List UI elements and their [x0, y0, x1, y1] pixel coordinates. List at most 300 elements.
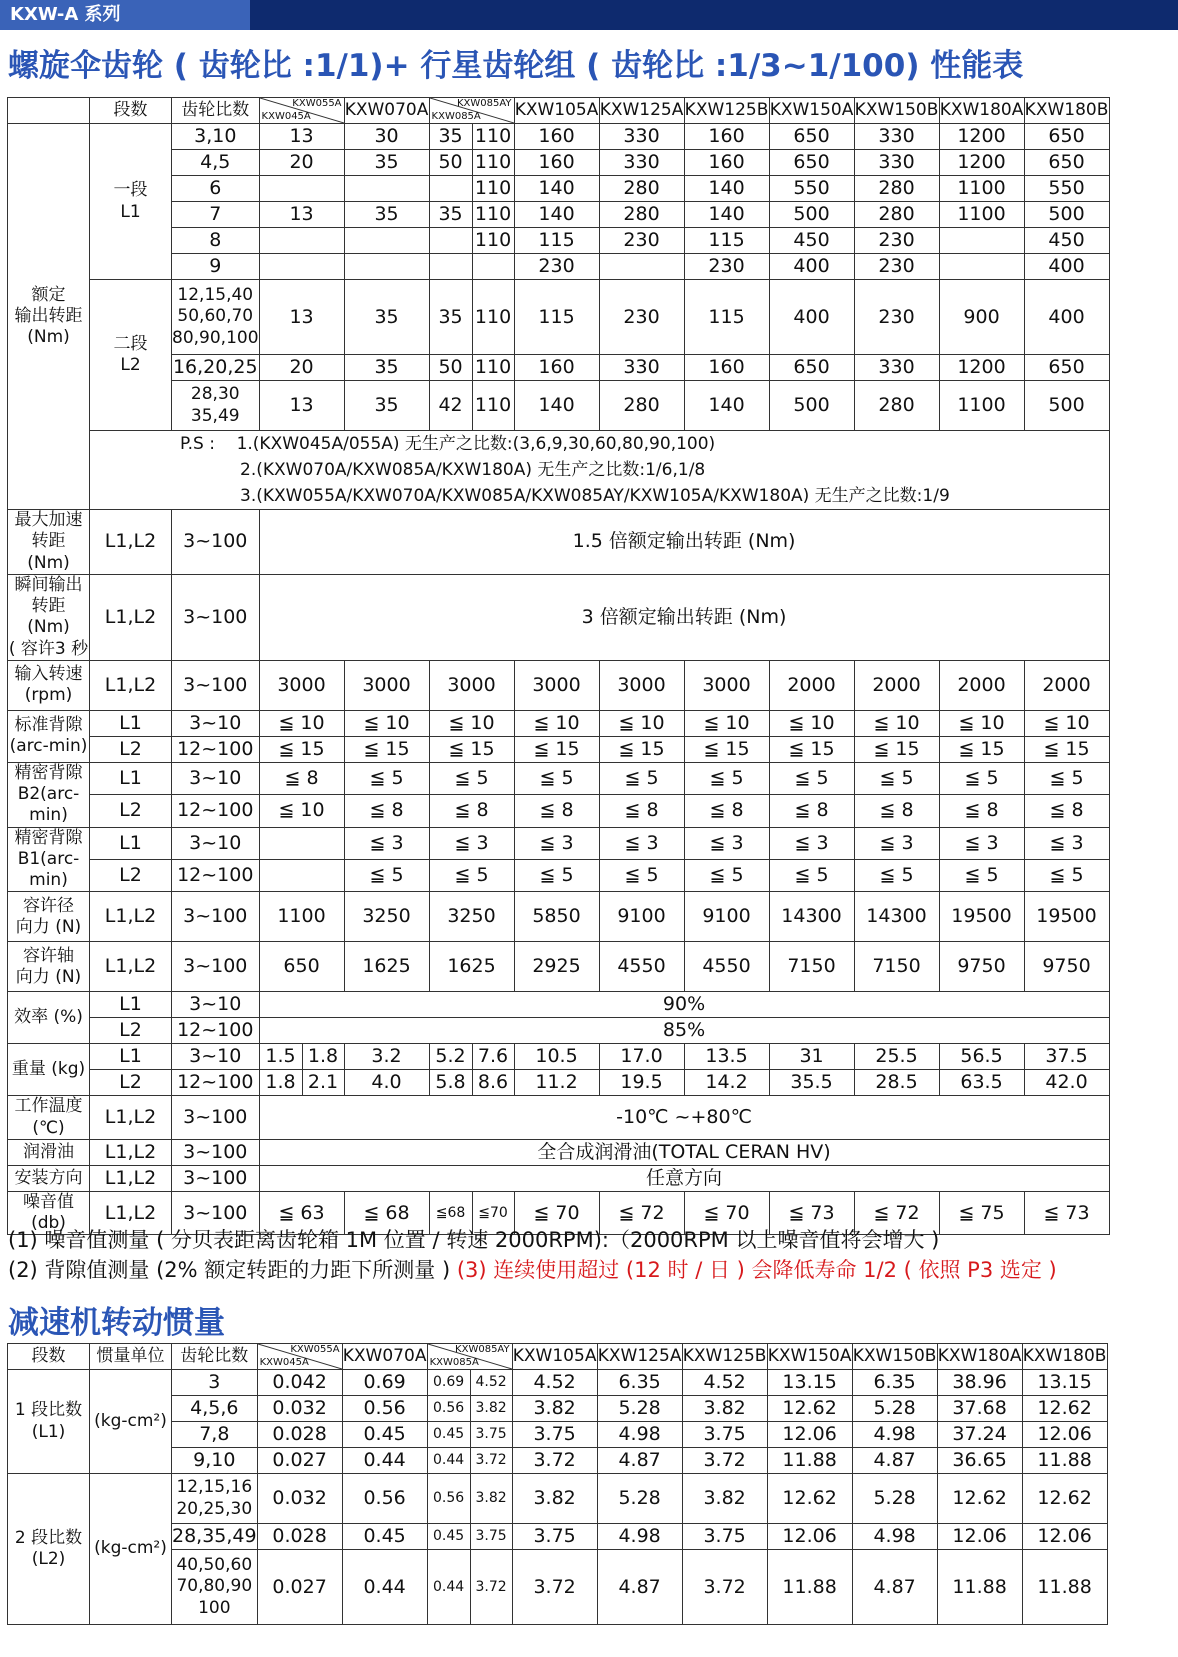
value-cell: ≦ 10 [939, 710, 1024, 736]
value-cell: ≦ 3 [684, 827, 769, 859]
value-cell: 280 [599, 381, 684, 431]
value-cell: ≦ 5 [939, 859, 1024, 891]
value-cell: 37.5 [1024, 1044, 1109, 1070]
value-cell: ≦ 3 [939, 827, 1024, 859]
value-cell: 5.28 [597, 1474, 682, 1524]
value-cell: 0.45 [342, 1524, 427, 1550]
value-cell: 5.8 [429, 1070, 472, 1096]
value-cell: 110 [472, 355, 514, 381]
value-cell: 37.24 [937, 1422, 1022, 1448]
value-cell: 3000 [684, 660, 769, 710]
header-kxw085 [429, 98, 514, 124]
header-kxw070: KXW070A [344, 98, 429, 124]
value-cell: 3000 [599, 660, 684, 710]
value-cell: 7.6 [472, 1044, 514, 1070]
ratio-cell: 3~100 [172, 510, 260, 575]
stage-cell: L1,L2 [90, 892, 172, 942]
value-cell: 50 [429, 150, 472, 176]
table-row [8, 710, 1110, 736]
value-cell: 5850 [514, 892, 599, 942]
value-cell: 650 [769, 150, 854, 176]
table-row [8, 1344, 1108, 1370]
value-cell: 25.5 [854, 1044, 939, 1070]
value-cell: 3.82 [470, 1474, 512, 1524]
value-cell: ≦ 15 [684, 736, 769, 762]
ratio-cell: 3~10 [172, 827, 260, 859]
value-cell: 36.65 [937, 1448, 1022, 1474]
note-lifetime: (3) 连续使用超过 (12 时 / 日 ) 会降低寿命 1/2 ( 依照 P3 选定 ) [456, 1258, 1057, 1282]
series-tag: KXW-A 系列 [0, 0, 250, 30]
ps-line-3: 3.(KXW055A/KXW070A/KXW085A/KXW085AY/KXW105A/KXW180A) 无生产之比数:1/9 [240, 486, 950, 506]
value-cell: ≦ 10 [769, 710, 854, 736]
value-cell: 1100 [939, 381, 1024, 431]
value-cell: 2000 [769, 660, 854, 710]
instant-torque-value: 3 倍额定输出转距 (Nm) [259, 574, 1109, 660]
table-row [8, 574, 1110, 660]
value-cell: 28.5 [854, 1070, 939, 1096]
value-cell [429, 176, 472, 202]
inertia-header-m125b: KXW125B [682, 1344, 767, 1370]
value-cell: 12.62 [767, 1396, 852, 1422]
value-cell: 230 [854, 280, 939, 355]
stage-cell: L2 [90, 736, 172, 762]
value-cell: 160 [514, 355, 599, 381]
value-cell: 3.75 [512, 1422, 597, 1448]
value-cell [429, 254, 472, 280]
value-cell: 1.5 [259, 1044, 302, 1070]
table-row [8, 202, 1110, 228]
ratio-cell: 7,8 [172, 1422, 258, 1448]
value-cell: 20 [259, 150, 344, 176]
value-cell: 330 [854, 150, 939, 176]
header-m125b: KXW125B [684, 98, 769, 124]
value-cell: 3.72 [470, 1550, 512, 1625]
value-cell: 4550 [599, 942, 684, 992]
value-cell: 280 [854, 176, 939, 202]
table-row [8, 1096, 1110, 1140]
value-cell: 4.87 [597, 1550, 682, 1625]
table-row [8, 942, 1110, 992]
value-cell: 4.98 [852, 1524, 937, 1550]
value-cell: ≦ 5 [1024, 859, 1109, 891]
value-cell: ≦ 15 [429, 736, 514, 762]
header-m150a: KXW150A [769, 98, 854, 124]
value-cell: 11.88 [937, 1550, 1022, 1625]
value-cell: 1625 [344, 942, 429, 992]
temperature-label: 工作温度(℃) [8, 1096, 90, 1140]
stage-l2: 二段 L2 [90, 280, 172, 431]
header-blank [8, 98, 90, 124]
value-cell: 3000 [429, 660, 514, 710]
model-name-top: KXW055A [292, 98, 342, 109]
value-cell: ≦ 5 [344, 859, 429, 891]
standard-backlash-label: 标准背隙 (arc-min) [8, 710, 90, 762]
value-cell: 0.027 [257, 1448, 342, 1474]
value-cell: 230 [684, 254, 769, 280]
value-cell: ≦ 3 [429, 827, 514, 859]
value-cell: ≦ 15 [514, 736, 599, 762]
value-cell: 3000 [514, 660, 599, 710]
table-row [8, 355, 1110, 381]
table-row [8, 124, 1110, 150]
temperature-value: -10℃ ~+80℃ [259, 1096, 1109, 1140]
header-kxw045-055 [259, 98, 344, 124]
value-cell: ≦ 5 [514, 762, 599, 794]
value-cell: 140 [684, 176, 769, 202]
ratio-cell: 3~100 [172, 1139, 260, 1165]
value-cell: 3.75 [470, 1524, 512, 1550]
value-cell: 5.28 [852, 1474, 937, 1524]
model-name-bottom: KXW045A [261, 111, 311, 122]
value-cell: 160 [684, 355, 769, 381]
value-cell: 160 [514, 150, 599, 176]
value-cell: ≦ 10 [1024, 710, 1109, 736]
value-cell: ≦ 73 [769, 1191, 854, 1235]
value-cell: 0.69 [427, 1370, 470, 1396]
value-cell: 450 [769, 228, 854, 254]
value-cell: 3.2 [344, 1044, 429, 1070]
value-cell [259, 827, 344, 859]
value-cell: 4.87 [597, 1448, 682, 1474]
header-m150b: KXW150B [854, 98, 939, 124]
value-cell: ≦ 5 [514, 859, 599, 891]
model-name-top: KXW055A [290, 1344, 340, 1355]
value-cell: 140 [514, 176, 599, 202]
value-cell [344, 228, 429, 254]
ratio-cell: 40,50,60 70,80,90 100 [172, 1550, 258, 1625]
stage-cell: L2 [90, 1018, 172, 1044]
value-cell: 1625 [429, 942, 514, 992]
value-cell: 4.87 [852, 1448, 937, 1474]
value-cell: 450 [1024, 228, 1109, 254]
value-cell: 4.52 [470, 1370, 512, 1396]
value-cell: 1200 [939, 355, 1024, 381]
value-cell: 35 [344, 150, 429, 176]
model-name-top: KXW085AY [455, 1344, 510, 1355]
table-row [8, 827, 1110, 859]
input-speed-label: 输入转速 (rpm) [8, 660, 90, 710]
value-cell: 0.032 [257, 1396, 342, 1422]
value-cell: 2000 [939, 660, 1024, 710]
value-cell: 4.98 [597, 1422, 682, 1448]
ratio-cell: 3~100 [172, 1191, 260, 1235]
value-cell: 650 [1024, 124, 1109, 150]
table-row [8, 1524, 1108, 1550]
value-cell: 110 [472, 124, 514, 150]
value-cell: ≦ 8 [854, 795, 939, 827]
table-row [8, 510, 1110, 575]
value-cell: 650 [259, 942, 344, 992]
value-cell: ≦ 5 [344, 762, 429, 794]
header-m180b: KXW180B [1024, 98, 1109, 124]
value-cell: 1200 [939, 150, 1024, 176]
value-cell: 9750 [1024, 942, 1109, 992]
value-cell: ≦ 10 [344, 710, 429, 736]
value-cell [472, 254, 514, 280]
ratio-cell: 3~10 [172, 992, 260, 1018]
value-cell: 160 [514, 124, 599, 150]
value-cell: 140 [684, 381, 769, 431]
value-cell: 14300 [854, 892, 939, 942]
value-cell: 330 [599, 124, 684, 150]
ratio-cell: 3~100 [172, 574, 260, 660]
table-row [8, 431, 1110, 510]
value-cell: ≦ 70 [684, 1191, 769, 1235]
value-cell: 110 [472, 381, 514, 431]
value-cell: 13.15 [767, 1370, 852, 1396]
value-cell: 115 [684, 228, 769, 254]
table-row [8, 150, 1110, 176]
value-cell: ≦ 15 [769, 736, 854, 762]
ratio-cell: 12~100 [172, 1070, 260, 1096]
table-row [8, 762, 1110, 794]
value-cell: 280 [854, 381, 939, 431]
mounting-label: 安装方向 [8, 1165, 90, 1191]
value-cell: 0.45 [427, 1524, 470, 1550]
value-cell: 0.042 [257, 1370, 342, 1396]
precision-backlash-b1-label: 精密背隙 B1(arc-min) [8, 827, 90, 892]
value-cell: 3.82 [682, 1396, 767, 1422]
value-cell: 3.82 [512, 1474, 597, 1524]
value-cell: ≦ 3 [599, 827, 684, 859]
value-cell: ≦ 10 [684, 710, 769, 736]
value-cell: 330 [599, 150, 684, 176]
value-cell: 30 [344, 124, 429, 150]
value-cell: 2000 [854, 660, 939, 710]
value-cell: ≦ 5 [599, 762, 684, 794]
rated-torque-label: 额定 输出转距 (Nm) [8, 124, 90, 510]
ratio-cell: 4,5 [172, 150, 260, 176]
table-row [8, 1165, 1110, 1191]
value-cell: ≦ 8 [684, 795, 769, 827]
value-cell: 4.98 [597, 1524, 682, 1550]
value-cell: 0.028 [257, 1422, 342, 1448]
value-cell: 3000 [259, 660, 344, 710]
value-cell: ≦ 5 [1024, 762, 1109, 794]
instant-torque-label: 瞬间输出 转距 (Nm) ( 容许3 秒 [8, 574, 89, 659]
value-cell: ≦ 3 [854, 827, 939, 859]
value-cell: 19500 [1024, 892, 1109, 942]
stage-cell: L1 [90, 992, 172, 1018]
value-cell: 230 [854, 228, 939, 254]
value-cell: 400 [1024, 254, 1109, 280]
value-cell: 13 [259, 124, 344, 150]
ratio-cell: 28,30 35,49 [172, 381, 260, 431]
value-cell: ≦ 3 [344, 827, 429, 859]
value-cell: 37.68 [937, 1396, 1022, 1422]
value-cell: ≦ 5 [769, 762, 854, 794]
value-cell: 13.5 [684, 1044, 769, 1070]
table-row [8, 795, 1110, 827]
value-cell: 2925 [514, 942, 599, 992]
value-cell: 110 [472, 228, 514, 254]
value-cell: 4550 [684, 942, 769, 992]
value-cell: ≦ 72 [854, 1191, 939, 1235]
value-cell: 115 [514, 280, 599, 355]
value-cell: 5.28 [852, 1396, 937, 1422]
value-cell: 160 [684, 150, 769, 176]
value-cell: ≦ 5 [684, 859, 769, 891]
value-cell: ≦ 8 [259, 762, 344, 794]
value-cell: 11.88 [1022, 1448, 1107, 1474]
value-cell [429, 228, 472, 254]
value-cell: 35 [429, 280, 472, 355]
notes [8, 1225, 1057, 1285]
value-cell: 0.45 [427, 1422, 470, 1448]
weight-label: 重量 (kg) [8, 1044, 90, 1096]
stage-cell: L2 [90, 795, 172, 827]
model-name-top: KXW085AY [456, 98, 512, 109]
table-row [8, 992, 1110, 1018]
inertia-header-m105: KXW105A [512, 1344, 597, 1370]
value-cell: ≦ 5 [429, 762, 514, 794]
value-cell: ≦ 8 [429, 795, 514, 827]
efficiency-l1: 90% [259, 992, 1109, 1018]
value-cell: 35 [344, 355, 429, 381]
header-m180a: KXW180A [939, 98, 1024, 124]
value-cell: 280 [599, 202, 684, 228]
value-cell: ≦ 8 [514, 795, 599, 827]
inertia-header-m150a: KXW150A [767, 1344, 852, 1370]
note-noise: (1) 噪音值测量 ( 分贝表距离齿轮箱 1M 位置 / 转速 2000RPM):（2000RPM 以上噪音值将会增大 ) [8, 1228, 940, 1252]
ratio-cell: 9,10 [172, 1448, 258, 1474]
ratio-cell: 3 [172, 1370, 258, 1396]
value-cell: 12.06 [767, 1422, 852, 1448]
value-cell: 0.56 [342, 1474, 427, 1524]
value-cell: 115 [684, 280, 769, 355]
value-cell: 1100 [939, 202, 1024, 228]
inertia-stage-l2: 2 段比数 (L2) [8, 1474, 90, 1625]
value-cell: 3000 [344, 660, 429, 710]
stage-cell: L2 [90, 859, 172, 891]
value-cell: ≦ 15 [599, 736, 684, 762]
value-cell: 330 [854, 124, 939, 150]
table-row [8, 892, 1110, 942]
ratio-cell: 3,10 [172, 124, 260, 150]
ps-line-1: 1.(KXW045A/055A) 无生产之比数:(3,6,9,30,60,80,90,100) [236, 434, 716, 454]
value-cell: 42 [429, 381, 472, 431]
value-cell: 0.44 [427, 1550, 470, 1625]
value-cell: 3250 [344, 892, 429, 942]
ratio-cell: 12,15,16 20,25,30 [172, 1474, 258, 1524]
value-cell: 9100 [684, 892, 769, 942]
value-cell: 0.56 [427, 1474, 470, 1524]
value-cell: 0.028 [257, 1524, 342, 1550]
value-cell [939, 228, 1024, 254]
inertia-unit-l1: (kg-cm²) [90, 1370, 172, 1474]
value-cell: 500 [1024, 202, 1109, 228]
value-cell: ≦ 8 [769, 795, 854, 827]
value-cell: 19500 [939, 892, 1024, 942]
stage-cell: L1,L2 [90, 942, 172, 992]
inertia-header-kxw070: KXW070A [342, 1344, 427, 1370]
value-cell: ≦ 8 [599, 795, 684, 827]
value-cell: 11.88 [1022, 1550, 1107, 1625]
value-cell: 110 [472, 150, 514, 176]
table-row [8, 1448, 1108, 1474]
radial-force-label: 容许径 向力 (N) [8, 892, 90, 942]
value-cell: 0.44 [342, 1448, 427, 1474]
value-cell: 140 [684, 202, 769, 228]
value-cell [259, 176, 344, 202]
ratio-cell: 3~100 [172, 892, 260, 942]
table-row [8, 1550, 1108, 1625]
inertia-stage-l1: 1 段比数 (L1) [8, 1370, 90, 1474]
value-cell: 0.027 [257, 1550, 342, 1625]
value-cell: ≦ 8 [939, 795, 1024, 827]
value-cell [259, 228, 344, 254]
value-cell: ≦ 5 [429, 859, 514, 891]
value-cell: 6.35 [597, 1370, 682, 1396]
value-cell: 35.5 [769, 1070, 854, 1096]
value-cell: ≦ 5 [599, 859, 684, 891]
performance-table [7, 97, 1110, 1235]
value-cell: ≦ 5 [939, 762, 1024, 794]
value-cell: 5.28 [597, 1396, 682, 1422]
value-cell: 110 [472, 202, 514, 228]
value-cell: 3.82 [512, 1396, 597, 1422]
value-cell: 9750 [939, 942, 1024, 992]
value-cell: 14.2 [684, 1070, 769, 1096]
value-cell: ≦ 3 [514, 827, 599, 859]
value-cell: ≦ 10 [429, 710, 514, 736]
table-row [8, 176, 1110, 202]
value-cell: 3.72 [682, 1550, 767, 1625]
stage-cell: L1,L2 [90, 1165, 172, 1191]
value-cell: 0.45 [342, 1422, 427, 1448]
header-m125a: KXW125A [599, 98, 684, 124]
value-cell: 110 [472, 176, 514, 202]
ratio-cell: 3~10 [172, 762, 260, 794]
value-cell: ≦ 15 [344, 736, 429, 762]
stage-cell: L1,L2 [90, 1096, 172, 1140]
value-cell: 3.75 [682, 1422, 767, 1448]
value-cell: ≦ 73 [1024, 1191, 1109, 1235]
value-cell: 7150 [854, 942, 939, 992]
inertia-title: 减速机转动惯量 [8, 1305, 225, 1341]
model-name-bottom: KXW085A [429, 1357, 479, 1368]
value-cell: ≦ 68 [344, 1191, 429, 1235]
value-cell: 6.35 [852, 1370, 937, 1396]
value-cell: ≦ 5 [684, 762, 769, 794]
precision-backlash-b2-label: 精密背隙 B2(arc-min) [8, 762, 90, 827]
value-cell: ≦ 75 [939, 1191, 1024, 1235]
value-cell: 650 [1024, 355, 1109, 381]
stage-cell: L1,L2 [90, 1191, 172, 1235]
ratio-cell: 12~100 [172, 1018, 260, 1044]
value-cell: 4.52 [682, 1370, 767, 1396]
stage-cell: L1 [90, 710, 172, 736]
inertia-table [7, 1343, 1108, 1625]
value-cell [599, 254, 684, 280]
value-cell [344, 176, 429, 202]
value-cell: 12.06 [1022, 1524, 1107, 1550]
header-m105: KXW105A [514, 98, 599, 124]
value-cell: 160 [684, 124, 769, 150]
value-cell [259, 859, 344, 891]
header-ratio: 齿轮比数 [172, 98, 260, 124]
stage-cell: L1 [90, 827, 172, 859]
value-cell: 2000 [1024, 660, 1109, 710]
value-cell: ≦68 [429, 1191, 472, 1235]
value-cell: 3250 [429, 892, 514, 942]
note-backlash: (2) 背隙值测量 (2% 额定转距的力距下所测量 ) [8, 1258, 457, 1282]
value-cell: 0.44 [427, 1448, 470, 1474]
ratio-cell: 28,35,49 [172, 1524, 258, 1550]
ratio-cell: 9 [172, 254, 260, 280]
value-cell: 3.82 [470, 1396, 512, 1422]
value-cell: ≦ 72 [599, 1191, 684, 1235]
